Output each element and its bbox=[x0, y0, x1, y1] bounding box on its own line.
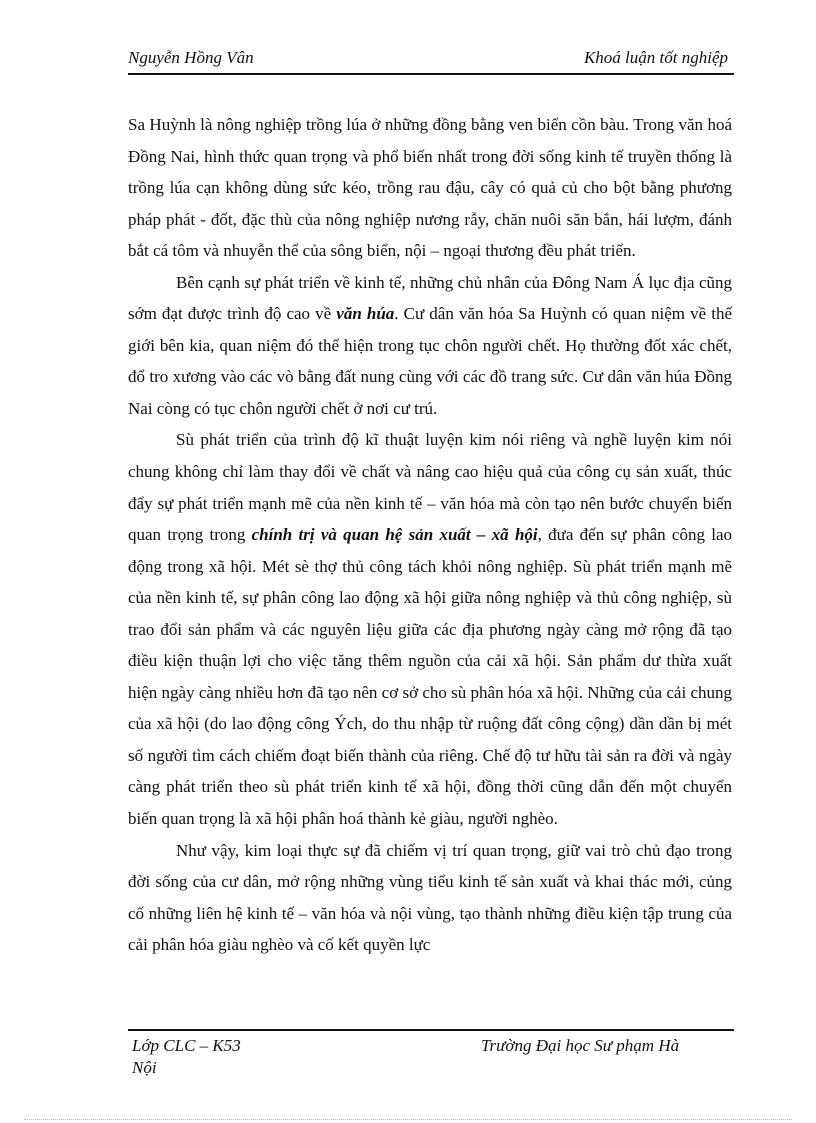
paragraph-4 bbox=[128, 835, 732, 961]
paragraph-2 bbox=[128, 267, 732, 425]
page-bottom-dotted-line bbox=[24, 1119, 792, 1120]
body-text bbox=[128, 109, 732, 961]
header-rule bbox=[128, 73, 734, 75]
paragraph-3-emphasis: chính trị và quan hệ sản xuất – xã hội bbox=[251, 525, 538, 545]
paragraph-3 bbox=[128, 424, 732, 834]
paragraph-2-run-3: . Cư dân văn hóa Sa Huỳnh có quan niệm về thế giới bên kia, quan niệm đó thể hiện trong tục chôn người chết. Họ thường đốt xác chết, đổ tro xương vào các vò bằng đất nung cùng với các đồ trang sức. Cư dân văn húa Đồng Nai còng có tục chôn người chết ở nơi cư trú. bbox=[128, 304, 732, 418]
paragraph-2-run-1: Bên cạnh sự phát triển về kinh tế, những chủ nhân của Đông Nam Á lục địa cũng sớm đạt được trình độ cao về bbox=[128, 272, 732, 324]
footer-school: Trường Đại học Sư phạm Hà bbox=[481, 1036, 680, 1055]
paragraph-4-run-1: Như vậy, kim loại thực sự đã chiếm vị trí quan trọng, giữ vai trò chủ đạo trong đời sống của cư dân, mở rộng những vùng tiểu kinh tế sản xuất và khai thác mới, củng cố những liên hệ kinh tế – văn hóa và nội vùng, tạo thành những điều kiện tập trung của cải phân hóa giàu nghèo và cố kết quyền lực bbox=[128, 840, 732, 955]
footer-school-continued: Nội bbox=[132, 1058, 157, 1077]
footer-class: Lớp CLC – K53 bbox=[132, 1036, 241, 1055]
paragraph-2-emphasis: văn húa bbox=[336, 304, 395, 324]
footer-rule bbox=[128, 1029, 734, 1031]
paragraph-3-run-1: Sù phát triển của trình độ kĩ thuật luyện kim nói riêng và nghề luyện kim nói chung không chỉ làm thay đổi về chất và nâng cao hiệu quả của công cụ sản xuất, thúc đẩy sự phát triển mạnh mẽ của nền kinh tế – văn hóa mà còn tạo nên bước chuyển biến quan trọng trong bbox=[128, 430, 732, 545]
header-doc-type: Khoá luận tốt nghiệp bbox=[583, 48, 728, 67]
paragraph-1-run-1: Sa Huỳnh là nông nghiệp trồng lúa ở những đồng bằng ven biển cồn bàu. Trong văn hoá Đồng Nai, hình thức quan trọng và phổ biến nhất trong đời sống kinh tế truyền thống là trồng lúa cạn không dùng sức kéo, trồng rau đậu, cây có quả củ cho bột bằng phương pháp phát - đốt, đặc thù của nông nghiệp nương rẫy, chăn nuôi săn bắn, hái lượm, đánh bắt cá tôm và nhuyễn thể của sông biển, nội – ngoại thương đều phát triển. bbox=[128, 115, 732, 261]
paragraph-3-run-3: , đưa đến sự phân công lao động trong xã hội. Mét sè thợ thủ công tách khỏi nông nghiệp. Sù phát triển mạnh mẽ của nền kinh tế, sự phân công lao động xã hội giữa nông nghiệp và thủ công nghiệp, sù trao đổi sản phẩm và các nguyên liệu giữa các địa phương ngày càng mở rộng đã tạo điều kiện thuận lợi cho việc tăng thêm nguồn của cải xã hội. Sản phẩm dư thừa xuất hiện ngày càng nhiều hơn đã tạo nên cơ sở cho sù phân hóa xã hội. Những của cải chung của xã hội (do lao động công Ých, do thu nhập từ ruộng đất công cộng) dần dần bị mét số người tìm cách chiếm đoạt biến thành của riêng. Chế độ tư hữu tài sản ra đời và ngày càng phát triển theo sù phát triển kinh tế xã hội, đồng thời cũng dẫn đến một chuyển biến quan trọng là xã hội phân hoá thành kẻ giàu, người nghèo. bbox=[128, 525, 732, 829]
header-author: Nguyễn Hồng Vân bbox=[128, 48, 254, 67]
paragraph-1 bbox=[128, 109, 732, 267]
page-header bbox=[128, 48, 732, 72]
